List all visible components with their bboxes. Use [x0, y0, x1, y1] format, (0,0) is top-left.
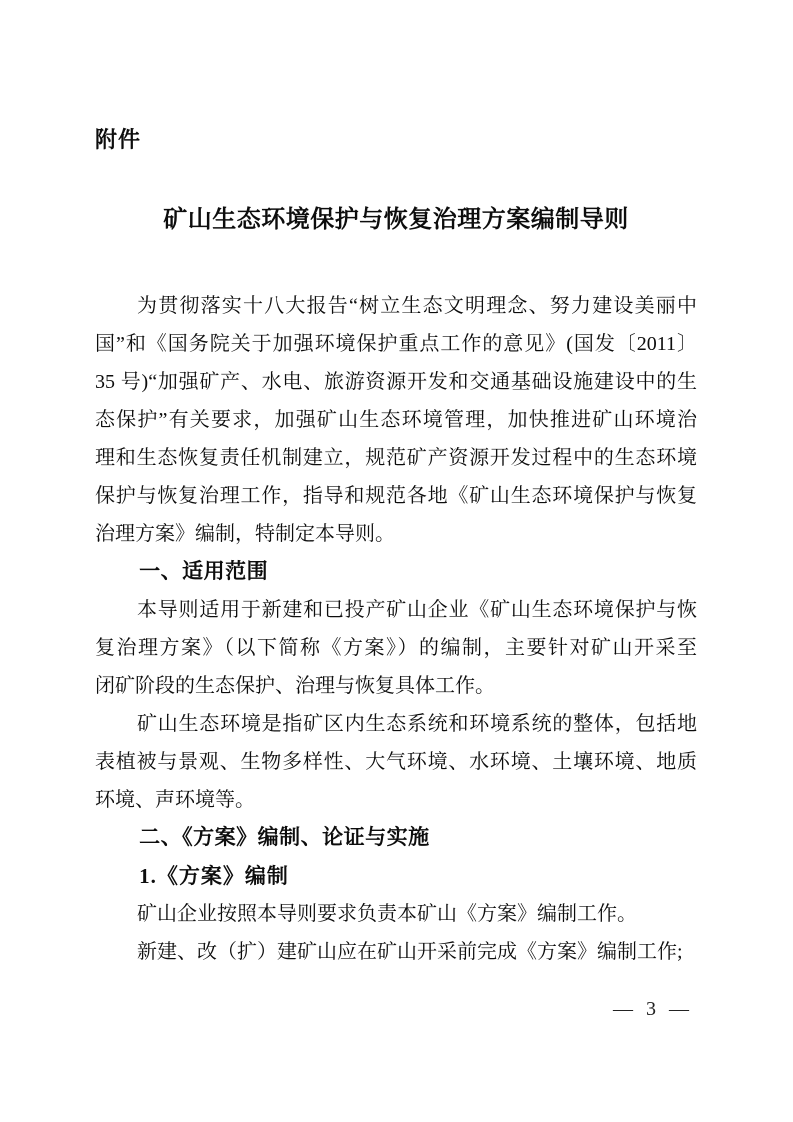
section-1-para-2-line-1: 矿山生态环境是指矿区内生态系统和环境系统的整体，包括地 [137, 713, 697, 735]
intro-line-3: 35 号)“加强矿产、水电、旅游资源开发和交通基础设施建设中的生 [95, 371, 697, 393]
document-body [95, 287, 697, 971]
section-1-para-2-line-3: 环境、声环境等。 [95, 789, 255, 811]
section-2-heading: 二、《方案》编制、论证与实施 [139, 826, 430, 849]
intro-line-5: 理和生态恢复责任机制建立，规范矿产资源开发过程中的生态环境 [95, 447, 697, 469]
intro-line-6: 保护与恢复治理工作，指导和规范各地《矿山生态环境保护与恢复 [95, 485, 697, 507]
document-title: 矿山生态环境保护与恢复治理方案编制导则 [163, 206, 629, 233]
intro-line-2: 国”和《国务院关于加强环境保护重点工作的意见》(国发〔2011〕 [95, 333, 697, 355]
section-1-para-2-line-2: 表植被与景观、生物多样性、大气环境、水环境、土壤环境、地质 [95, 751, 697, 773]
section-1-para-1-line-1: 本导则适用于新建和已投产矿山企业《矿山生态环境保护与恢 [137, 599, 697, 621]
intro-line-1: 为贯彻落实十八大报告“树立生态文明理念、努力建设美丽中 [137, 295, 697, 317]
subsection-1-heading: 1.《方案》编制 [139, 864, 289, 888]
section-1-heading: 一、适用范围 [139, 560, 269, 583]
section-1-para-1-line-3: 闭矿阶段的生态保护、治理与恢复具体工作。 [95, 675, 495, 697]
section-1-para-1-line-2: 复治理方案》（以下简称《方案》）的编制，主要针对矿山开采至 [95, 637, 697, 659]
subsection-1-line-2: 新建、改（扩）建矿山应在矿山开采前完成《方案》编制工作; [137, 941, 683, 963]
attachment-label: 附件 [95, 127, 142, 152]
intro-line-7: 治理方案》编制，特制定本导则。 [95, 523, 395, 545]
page-number: — 3 — [613, 998, 693, 1020]
intro-line-4: 态保护”有关要求，加强矿山生态环境管理，加快推进矿山环境治 [95, 409, 697, 431]
subsection-1-line-1: 矿山企业按照本导则要求负责本矿山《方案》编制工作。 [137, 903, 637, 925]
